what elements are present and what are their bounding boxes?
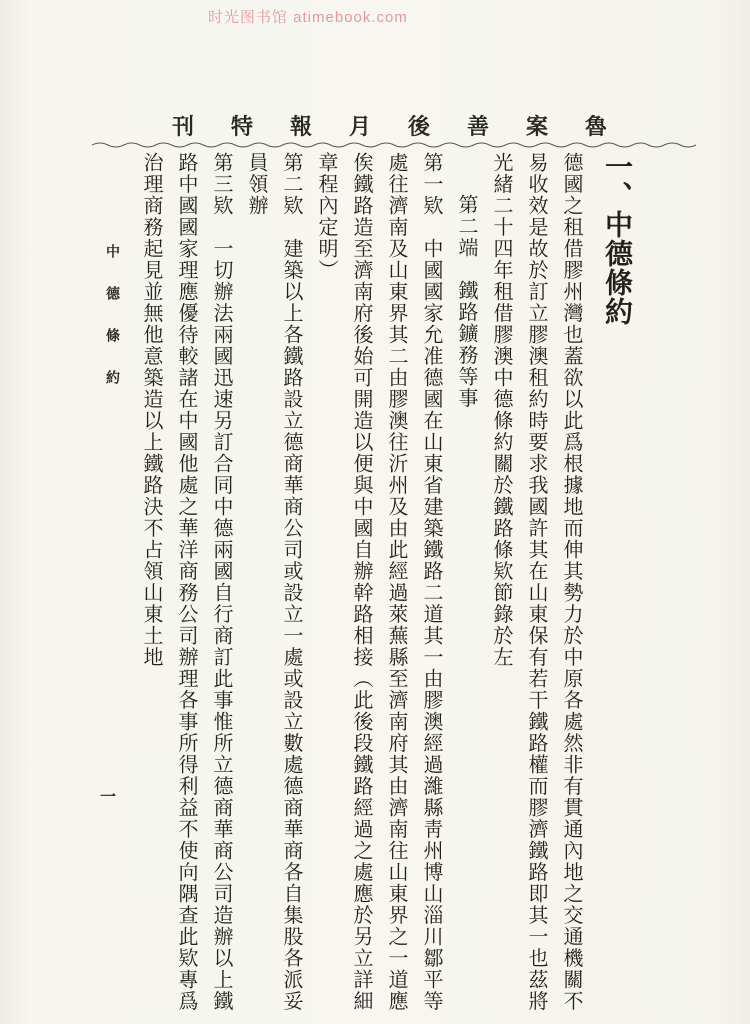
text-column: 光緒二十四年租借膠澳中德條約關於鐵路條欵節錄於左 <box>490 152 512 668</box>
journal-masthead: 刊特報月後善案魯 <box>172 114 645 139</box>
section-heading: 第二端 鐵路鑛務等事 <box>455 194 477 409</box>
text-column: 路中國國家理應優待較諸在中國他處之華洋商務公司辦理各事所得利益不使向隅查此欵專爲 <box>175 152 197 1012</box>
article-title: 一、中德條約 <box>601 152 632 326</box>
margin-label: 中德條約 <box>104 244 119 412</box>
text-column: 第二欵 建築以上各鐵路設立德商華商公司或設立一處或設立數處德商華商各自集股各派妥 <box>280 152 302 1012</box>
text-column: 治理商務起見並無他意築造以上鐵路決不占領山東土地 <box>140 152 162 668</box>
watermark-text: 时光图书馆 atimebook.com <box>208 9 408 26</box>
text-column: 第三欵 一切辦法兩國迅速另訂合同中德兩國自行商訂此事惟所立德商華商公司造辦以上鐵 <box>210 152 232 1012</box>
text-column: 處往濟南及山東界其二由膠澳往沂州及由此經過萊蕪縣至濟南府其由濟南往山東界之一道應 <box>385 152 407 1012</box>
text-column: 第一欵 中國國家允准德國在山東省建築鐵路二道其一由膠澳經過濰縣靑州博山淄川鄒平等 <box>420 152 442 1012</box>
text-column: 俟鐵路造至濟南府後始可開造以便與中國自辦幹路相接（此後段鐵路經過之處應於另立詳細 <box>350 152 372 1012</box>
text-column: 員領辦 <box>245 152 267 217</box>
wavy-rule <box>92 141 712 149</box>
text-column: 易收效是故於訂立膠澳租約時要求我國許其在山東保有若干鐵路權而膠濟鐵路即其一也茲將 <box>525 152 547 1012</box>
text-column: 章程內定明） <box>315 152 337 281</box>
page-number: 一 <box>100 789 117 806</box>
text-column: 德國之租借膠州灣也蓋欲以此爲根據地而伸其勢力於中原各處然非有貫通內地之交通機關不 <box>560 152 582 1012</box>
article-body <box>102 152 644 1018</box>
